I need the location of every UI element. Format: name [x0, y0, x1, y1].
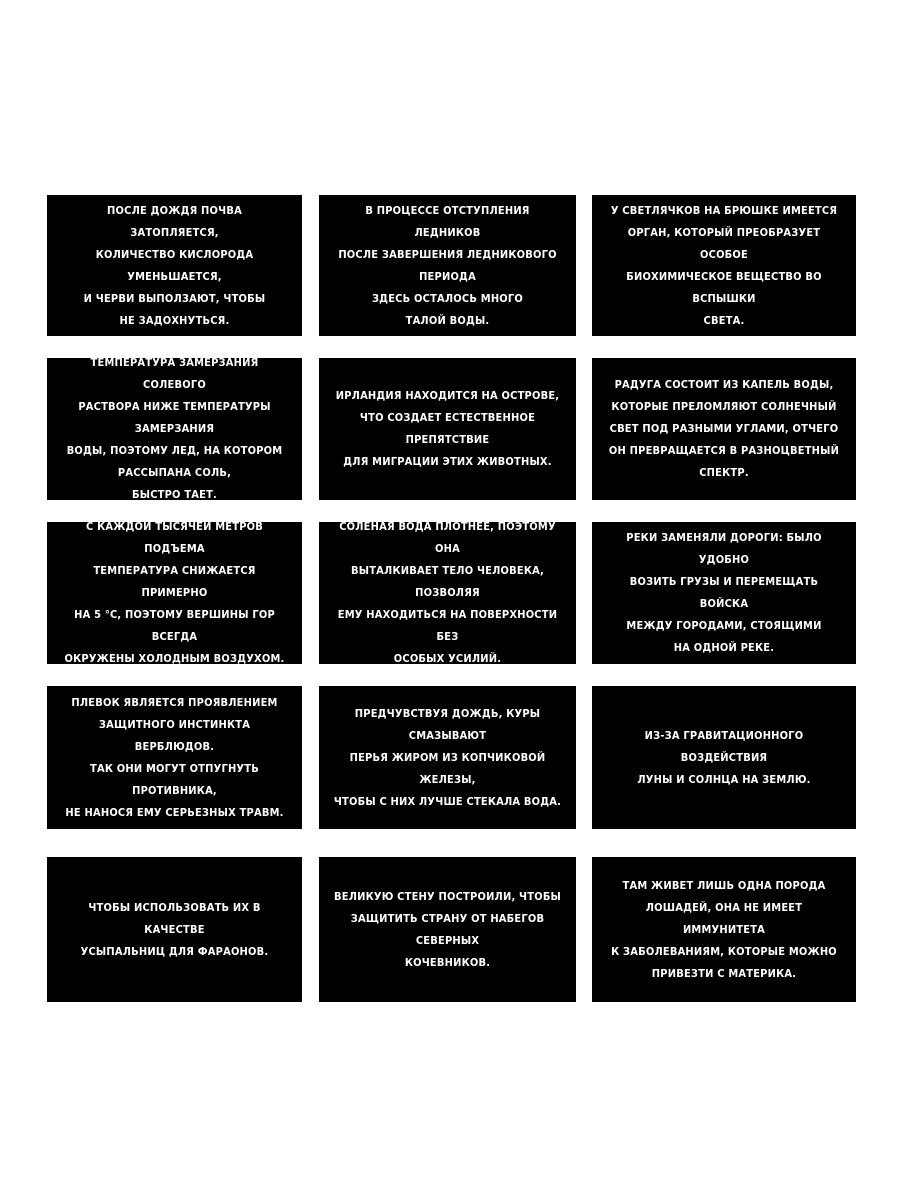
card-text: ТАМ ЖИВЕТ ЛИШЬ ОДНА ПОРОДА ЛОШАДЕЙ, ОНА НЕ ИМЕЕТ ИММУНИТЕТА К ЗАБОЛЕВАНИЯМ, КОТОРЫЕ МОЖНО ПРИВЕЗТИ С МАТЕРИКА.: [611, 878, 837, 980]
fact-card: [319, 522, 576, 664]
fact-card: [592, 522, 856, 664]
card-text: ПОСЛЕ ДОЖДЯ ПОЧВА ЗАТОПЛЯЕТСЯ, КОЛИЧЕСТВО КИСЛОРОДА УМЕНЬШАЕТСЯ, И ЧЕРВИ ВЫПОЛЗАЮТ, ЧТОБЫ НЕ ЗАДОХНУТЬСЯ.: [83, 203, 266, 327]
fact-card: [47, 358, 302, 500]
card-text: С КАЖДОЙ ТЫСЯЧЕЙ МЕТРОВ ПОДЪЕМА ТЕМПЕРАТУРА СНИЖАЕТСЯ ПРИМЕРНО НА 5 °С, ПОЭТОМУ ВЕРШИНЫ ГОР ВСЕГДА ОКРУЖЕНЫ ХОЛОДНЫМ ВОЗДУХОМ.: [64, 520, 285, 665]
fact-card: [592, 195, 856, 336]
card-text: ИРЛАНДИЯ НАХОДИТСЯ НА ОСТРОВЕ, ЧТО СОЗДАЕТ ЕСТЕСТВЕННОЕ ПРЕПЯТСТВИЕ ДЛЯ МИГРАЦИИ ЭТИХ ЖИВОТНЫХ.: [335, 389, 560, 468]
fact-card: [319, 358, 576, 500]
card-text: РАДУГА СОСТОИТ ИЗ КАПЕЛЬ ВОДЫ, КОТОРЫЕ ПРЕЛОМЛЯЮТ СОЛНЕЧНЫЙ СВЕТ ПОД РАЗНЫМИ УГЛАМИ, ОТЧЕГО ОН ПРЕВРАЩАЕТСЯ В РАЗНОЦВЕТНЫЙ СПЕКТР.: [608, 378, 840, 479]
card-text: ТЕМПЕРАТУРА ЗАМЕРЗАНИЯ СОЛЕВОГО РАСТВОРА НИЖЕ ТЕМПЕРАТУРЫ ЗАМЕРЗАНИЯ ВОДЫ, ПОЭТОМУ ЛЕД, НА КОТОРОМ РАССЫПАНА СОЛЬ, БЫСТРО ТАЕТ.: [66, 356, 283, 501]
card-text: В ПРОЦЕССЕ ОТСТУПЛЕНИЯ ЛЕДНИКОВ ПОСЛЕ ЗАВЕРШЕНИЯ ЛЕДНИКОВОГО ПЕРИОДА ЗДЕСЬ ОСТАЛОСЬ МНОГО ТАЛОЙ ВОДЫ.: [338, 203, 557, 327]
card-text: У СВЕТЛЯЧКОВ НА БРЮШКЕ ИМЕЕТСЯ ОРГАН, КОТОРЫЙ ПРЕОБРАЗУЕТ ОСОБОЕ БИОХИМИЧЕСКОЕ ВЕЩЕСТВО ВО ВСПЫШКИ СВЕТА.: [610, 203, 838, 327]
fact-card: [47, 195, 302, 336]
card-text: ИЗ-ЗА ГРАВИТАЦИОННОГО ВОЗДЕЙСТВИЯ ЛУНЫ И СОЛНЦА НА ЗЕМЛЮ.: [637, 728, 811, 786]
card-text: РЕКИ ЗАМЕНЯЛИ ДОРОГИ: БЫЛО УДОБНО ВОЗИТЬ ГРУЗЫ И ПЕРЕМЕЩАТЬ ВОЙСКА МЕЖДУ ГОРОДАМИ, СТОЯЩИМИ НА ОДНОЙ РЕКЕ.: [626, 531, 822, 654]
card-text: ПРЕДЧУВСТВУЯ ДОЖДЬ, КУРЫ СМАЗЫВАЮТ ПЕРЬЯ ЖИРОМ ИЗ КОПЧИКОВОЙ ЖЕЛЕЗЫ, ЧТОБЫ С НИХ ЛУЧШЕ СТЕКАЛА ВОДА.: [333, 706, 562, 808]
fact-card: [319, 686, 576, 829]
card-text: ЧТОБЫ ИСПОЛЬЗОВАТЬ ИХ В КАЧЕСТВЕ УСЫПАЛЬНИЦ ДЛЯ ФАРАОНОВ.: [80, 900, 269, 958]
card-text: ПЛЕВОК ЯВЛЯЕТСЯ ПРОЯВЛЕНИЕМ ЗАЩИТНОГО ИНСТИНКТА ВЕРБЛЮДОВ. ТАК ОНИ МОГУТ ОТПУГНУТЬ ПРОТИВНИКА, НЕ НАНОСЯ ЕМУ СЕРЬЕЗНЫХ ТРАВМ.: [65, 695, 284, 819]
fact-card: [47, 686, 302, 829]
card-text: СОЛЕНАЯ ВОДА ПЛОТНЕЕ, ПОЭТОМУ ОНА ВЫТАЛКИВАЕТ ТЕЛО ЧЕЛОВЕКА, ПОЗВОЛЯЯ ЕМУ НАХОДИТЬСЯ НА ПОВЕРХНОСТИ БЕЗ ОСОБЫХ УСИЛИЙ.: [337, 520, 558, 665]
fact-card: [47, 857, 302, 1002]
card-text: ВЕЛИКУЮ СТЕНУ ПОСТРОИЛИ, ЧТОБЫ ЗАЩИТИТЬ СТРАНУ ОТ НАБЕГОВ СЕВЕРНЫХ КОЧЕВНИКОВ.: [333, 889, 562, 969]
fact-card: [592, 686, 856, 829]
fact-card: [319, 195, 576, 336]
fact-card: [47, 522, 302, 664]
fact-card: [592, 857, 856, 1002]
fact-card: [592, 358, 856, 500]
fact-card: [319, 857, 576, 1002]
